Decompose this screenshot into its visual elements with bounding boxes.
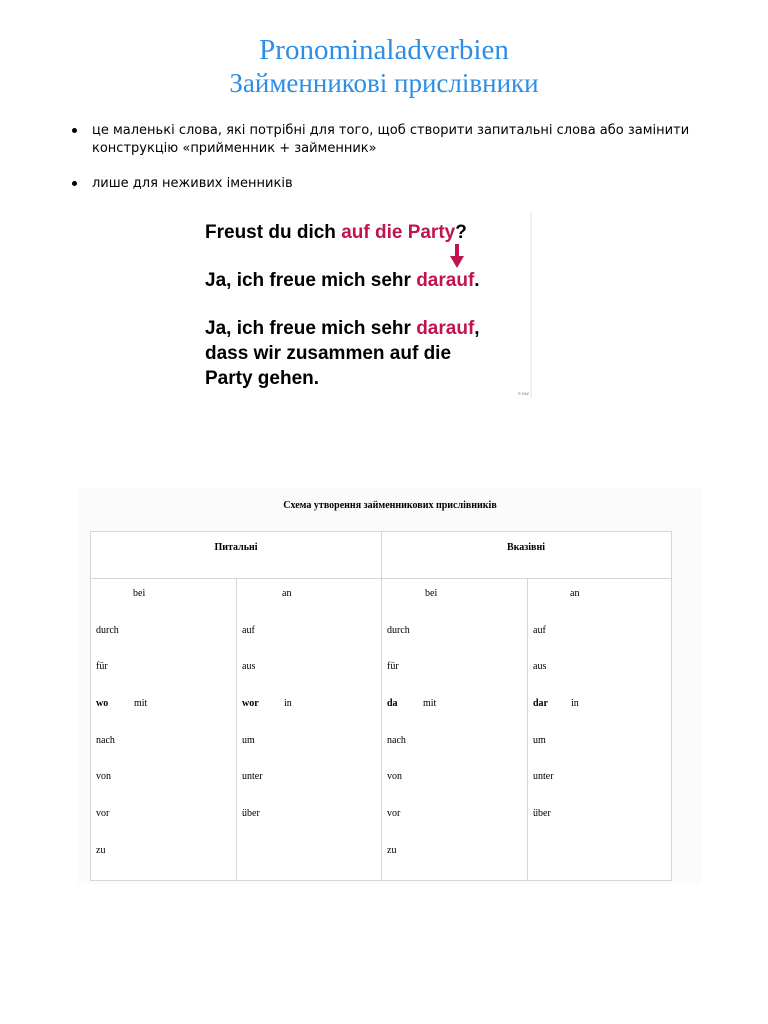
prep-cell: nach: [387, 735, 406, 746]
prep-cell: in: [284, 698, 292, 709]
prep-cell: mit: [423, 698, 437, 709]
bullet-item: це маленькі слова, які потрібні для того, щоб створити запитальні слова або замінити конструкцію «прийменник + займенник»: [70, 122, 690, 158]
prep-cell: von: [96, 771, 111, 782]
prep-cell: auf: [242, 625, 255, 636]
prep-cell: bei: [133, 588, 146, 599]
prefix-cell: wor: [242, 698, 259, 709]
header-demonstrative: Вказівні: [506, 542, 546, 553]
prep-cell: über: [242, 808, 260, 819]
prep-cell: aus: [242, 661, 256, 672]
prep-cell: vor: [96, 808, 110, 819]
formation-table: [90, 531, 672, 881]
prep-cell: vor: [387, 808, 401, 819]
prep-cell: unter: [242, 771, 263, 782]
example-line-1: Freust du dich auf die Party?: [205, 222, 467, 243]
example-line-5: Party gehen.: [205, 368, 320, 389]
example-line-4: dass wir zusammen auf die: [205, 343, 452, 364]
table-divider: [381, 532, 382, 880]
bullet-item: лише для неживих іменників: [70, 175, 690, 193]
prep-cell: bei: [425, 588, 438, 599]
prep-cell: für: [96, 661, 108, 672]
prep-cell: durch: [96, 625, 119, 636]
title-ukrainian: Займенникові прислівники: [229, 68, 539, 98]
prep-cell: unter: [533, 771, 554, 782]
prep-cell: über: [533, 808, 551, 819]
prep-cell: durch: [387, 625, 410, 636]
bullet-list: [70, 122, 690, 193]
prep-cell: um: [242, 735, 255, 746]
table-divider: [236, 578, 237, 880]
prep-cell: mit: [134, 698, 148, 709]
prep-cell: zu: [387, 845, 397, 856]
table-divider: [527, 578, 528, 880]
prep-cell: an: [282, 588, 292, 599]
prep-cell: auf: [533, 625, 546, 636]
example-image: [186, 212, 532, 398]
prep-cell: aus: [533, 661, 547, 672]
prefix-cell: da: [387, 698, 398, 709]
prefix-cell: wo: [96, 698, 109, 709]
arrow-down-icon: [450, 244, 464, 268]
example-line-3: Ja, ich freue mich sehr darauf,: [205, 318, 480, 339]
formation-table-frame: [78, 488, 702, 884]
header-interrogative: Питальні: [214, 542, 258, 553]
title-german: Pronominaladverbien: [259, 34, 509, 66]
prep-cell: nach: [96, 735, 115, 746]
prep-cell: für: [387, 661, 399, 672]
prep-cell: von: [387, 771, 402, 782]
prep-cell: an: [570, 588, 580, 599]
prep-cell: zu: [96, 845, 106, 856]
table-caption: Схема утворення займенникових прислівників: [283, 500, 497, 511]
prep-cell: in: [571, 698, 579, 709]
prefix-cell: dar: [533, 698, 548, 709]
prep-cell: um: [533, 735, 546, 746]
example-line-2: Ja, ich freue mich sehr darauf.: [205, 270, 480, 291]
copyright-mark: © DW: [518, 391, 529, 396]
